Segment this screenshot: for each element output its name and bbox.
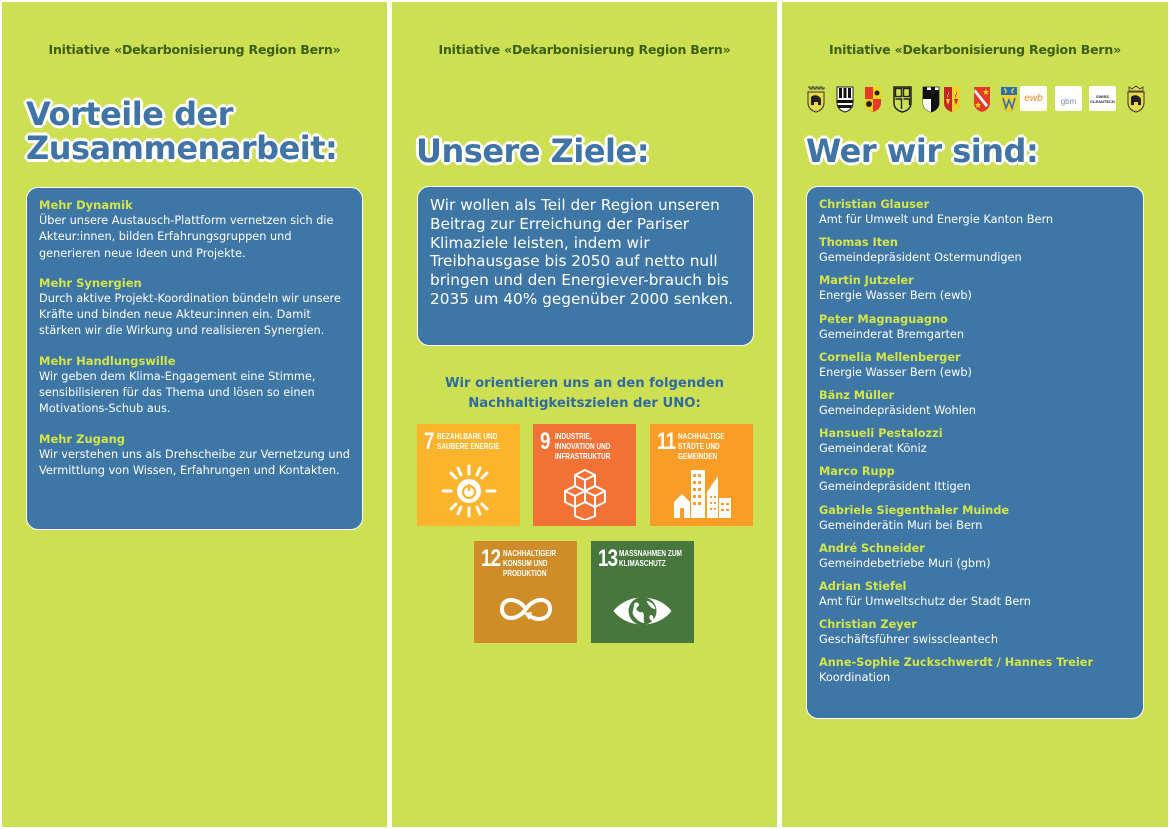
city-buildings-icon	[672, 462, 732, 520]
partner-logo-strip	[806, 85, 1146, 115]
member-item	[819, 655, 1131, 686]
sdg-intro-line-1: Wir orientieren uns an den folgenden	[444, 376, 725, 391]
title-line-1: Vorteile der	[26, 95, 233, 133]
swisscleantech-logo	[1089, 86, 1116, 111]
sdg-label: MASSNAHMEN ZUM KLIMASCHUTZ	[619, 548, 682, 568]
member-role: Gemeindebetriebe Muri (gbm)	[819, 556, 991, 570]
member-name: Cornelia Mellenberger	[819, 350, 961, 364]
swisscleantech-line-1: SWISS	[1096, 93, 1109, 99]
goals-text: Wir wollen als Teil der Region unseren Beitrag zur Erreichung der Pariser Klimaziele leisten, indem wir Treibhausgase bis 2050 auf netto null bringen und den Energiever-brauch bis 2035 um 40% gegenüber 2000 senken.	[430, 196, 734, 308]
sdg-intro-heading	[392, 374, 777, 414]
member-item	[819, 617, 1131, 648]
member-item	[819, 541, 1131, 572]
benefit-title: Mehr Synergien	[39, 275, 142, 290]
member-name: Gabriele Siegenthaler Muinde	[819, 503, 1010, 517]
cubes-icon	[555, 462, 615, 520]
member-name: Peter Magnaguagno	[819, 312, 948, 326]
benefit-item	[39, 198, 350, 262]
sdg-label: NACHHALTIGE/R KONSUM UND PRODUKTION	[503, 548, 557, 578]
member-name: André Schneider	[819, 541, 925, 555]
panel-benefits	[2, 2, 387, 827]
sdg-tile-11	[650, 424, 753, 526]
koeniz-coat-of-arms	[921, 85, 941, 113]
sdg-number: 12	[481, 545, 501, 572]
sdg-number: 11	[657, 428, 676, 455]
ittigen-coat-of-arms	[942, 85, 962, 113]
title-line-2: Zusammenarbeit:	[26, 129, 338, 167]
bremgarten-coat-of-arms	[863, 85, 883, 113]
sdg-label: NACHHALTIGE STÄDTE UND GEMEINDEN	[678, 431, 725, 461]
sdg-intro-line-2: Nachhaltigkeitszielen der UNO:	[468, 396, 701, 411]
benefit-text: Wir verstehen uns als Drehscheibe zur Vernetzung und Vermittlung von Wissen, Erfahrungen und Kontakten.	[39, 447, 350, 477]
panel-members	[782, 2, 1168, 827]
member-role: Energie Wasser Bern (ewb)	[819, 365, 972, 379]
member-role: Gemeindepräsident Ittigen	[819, 480, 971, 494]
member-role: Energie Wasser Bern (ewb)	[819, 289, 972, 303]
benefits-box	[26, 187, 363, 530]
member-name: Anne-Sophie Zuckschwerdt / Hannes Treier	[819, 656, 1094, 670]
member-role: Amt für Umweltschutz der Stadt Bern	[819, 594, 1031, 608]
infinity-loop-icon	[496, 579, 556, 637]
sdg-number: 7	[424, 428, 434, 455]
zollikofen-coat-of-arms	[999, 85, 1019, 113]
canton-bern-coat-of-arms	[1126, 85, 1146, 113]
benefit-title: Mehr Handlungswille	[39, 353, 176, 368]
initiative-kicker: Initiative «Dekarbonisierung Region Bern»	[48, 42, 341, 57]
page-title: Wer wir sind:	[806, 132, 1039, 170]
benefit-text: Durch aktive Projekt-Koordination bündeln wir unsere Kräfte und binden neue Akteur:innen ein. Damit stärken wir die Wirkung und realisieren Synergien.	[39, 291, 341, 338]
swisscleantech-line-2: CLEANTECH	[1090, 98, 1115, 104]
ostermundigen-coat-of-arms	[835, 85, 855, 113]
member-item	[819, 312, 1131, 343]
sdg-number: 13	[598, 545, 618, 572]
member-role: Gemeindepräsident Wohlen	[819, 403, 976, 417]
benefit-title: Mehr Dynamik	[39, 198, 133, 212]
page-title	[26, 97, 337, 165]
sdg-number: 9	[540, 428, 550, 455]
benefit-item	[39, 276, 350, 340]
initiative-kicker: Initiative «Dekarbonisierung Region Bern»	[829, 42, 1121, 57]
member-name: Martin Jutzeler	[819, 274, 914, 288]
sdg-tile-7	[417, 424, 520, 526]
member-name: Thomas Iten	[819, 236, 898, 250]
member-name: Bänz Müller	[819, 388, 895, 402]
member-role: Gemeinderat Köniz	[819, 442, 927, 456]
initiative-kicker: Initiative «Dekarbonisierung Region Bern»	[438, 42, 731, 57]
sdg-tile-12	[474, 541, 577, 643]
member-item	[819, 388, 1131, 419]
member-name: Adrian Stiefel	[819, 579, 907, 593]
benefit-item	[39, 354, 350, 418]
member-role: Koordination	[819, 671, 891, 685]
member-item	[819, 464, 1131, 495]
member-item	[819, 197, 1131, 228]
member-role: Gemeinderätin Muri bei Bern	[819, 518, 983, 532]
members-box	[806, 186, 1144, 719]
member-name: Hansueli Pestalozzi	[819, 427, 943, 441]
member-item	[819, 426, 1131, 457]
wohlen-coat-of-arms	[892, 85, 913, 113]
gbm-logo-text: gbm	[1060, 96, 1077, 106]
member-item	[819, 235, 1131, 266]
member-role: Geschäftsführer swisscleantech	[819, 633, 999, 647]
eye-globe-icon	[605, 579, 680, 637]
member-name: Christian Zeyer	[819, 618, 917, 632]
member-role: Amt für Umwelt und Energie Kanton Bern	[819, 213, 1054, 226]
gbm-logo	[1055, 86, 1082, 111]
ewb-logo	[1020, 86, 1047, 111]
member-item	[819, 579, 1131, 610]
benefit-text: Über unsere Austausch-Plattform vernetzen sich die Akteur:innen, bilden Erfahrungsgruppen und generieren neue Ideen und Projekte.	[39, 214, 334, 260]
benefit-item	[39, 432, 350, 480]
member-item	[819, 503, 1131, 534]
page-title: Unsere Ziele:	[416, 132, 649, 170]
ewb-logo-text: ewb	[1024, 93, 1043, 104]
muri-coat-of-arms	[972, 85, 992, 113]
benefit-title: Mehr Zugang	[39, 431, 126, 446]
sun-power-icon	[439, 462, 499, 520]
goals-box	[417, 186, 754, 346]
member-name: Marco Rupp	[819, 465, 895, 479]
sdg-label: BEZAHLBARE UND SAUBERE ENERGIE	[437, 431, 500, 451]
sdg-tile-9	[533, 424, 636, 526]
benefit-text: Wir geben dem Klima-Engagement eine Stimme, sensibilisieren für das Thema und lösen so einen Motivations-Schub aus.	[39, 369, 316, 416]
member-name: Christian Glauser	[819, 198, 930, 211]
member-role: Gemeinderat Bremgarten	[819, 327, 965, 341]
member-item	[819, 350, 1131, 381]
panel-goals	[392, 2, 777, 827]
sdg-label: INDUSTRIE, INNOVATION UND INFRASTRUKTUR	[555, 431, 611, 461]
member-item	[819, 273, 1131, 304]
member-role: Gemeindepräsident Ostermundigen	[819, 251, 1022, 265]
sdg-tile-13	[591, 541, 694, 643]
bern-city-coat-of-arms	[806, 85, 826, 113]
